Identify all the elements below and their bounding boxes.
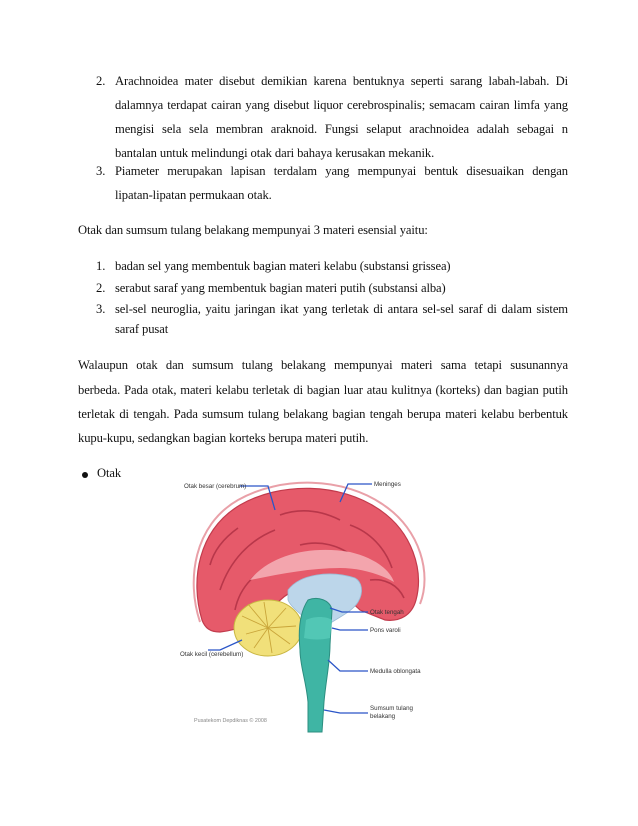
figure-credit: Pusatekom Depdiknas © 2008 [194,718,267,724]
label-pons: Pons varoli [370,627,401,634]
paragraph-line: kupu-kupu, sedangkan bagian korteks berupa materi putih. [78,431,369,445]
label-spinal-cord: Sumsum tulang [370,705,413,712]
list-item-line: bantalan untuk melindungi otak dari bahaya kerusakan mekanik. [115,146,435,160]
list-item-line: lipatan-lipatan permukaan otak. [115,188,272,202]
label-spinal-cord-2: belakang [370,713,396,720]
label-meninges: Meninges [374,481,401,488]
label-medulla: Medulla oblongata [370,668,421,675]
pons-shape [304,617,332,640]
list-number: 2. [96,281,106,295]
paragraph-line: terletak di tengah. Pada sumsum tulang belakang bagian tengah berupa materi kelabu berbentuk [78,407,568,421]
list-number: 3. [96,164,106,178]
brain-diagram [180,470,448,740]
label-midbrain: Otak tengah [370,609,404,616]
list-number: 2. [96,74,106,88]
cerebellum-shape [234,600,302,656]
brain-figure [180,470,448,740]
paragraph-line: berbeda. Pada otak, materi kelabu terletak di bagian luar atau kulitnya (korteks) dan bagian putih [78,383,568,397]
paragraph-line: Walaupun otak dan sumsum tulang belakang mempunyai materi sama tetapi susunannya [78,358,568,372]
list-item-line: mengisi sela sela membran araknoid. Fungsi selaput arachnoidea adalah sebagai n [115,122,568,136]
label-cerebrum: Otak besar (cerebrum) [184,483,247,490]
list-item-line: saraf pusat [115,322,169,336]
list-item-line: badan sel yang membentuk bagian materi kelabu (substansi grissea) [115,259,451,273]
list-item-line: Piameter merupakan lapisan terdalam yang mempunyai bentuk disesuaikan dengan [115,164,568,178]
label-cerebellum: Otak kecil (cerebellum) [180,651,244,658]
list-item-line: dalamnya terdapat cairan yang disebut liquor cerebrospinalis; semacam cairan limfa yang [115,98,568,112]
intro-text: Otak dan sumsum tulang belakang mempunyai 3 materi esensial yaitu: [78,223,428,237]
list-item-line: sel-sel neuroglia, yaitu jaringan ikat yang terletak di antara sel-sel saraf di dalam sistem [115,302,568,316]
bullet-item-text: Otak [97,466,122,480]
list-item-line: serabut saraf yang membentuk bagian materi putih (substansi alba) [115,281,446,295]
list-number: 1. [96,259,106,273]
bullet-icon [82,472,88,478]
list-item-line: Arachnoidea mater disebut demikian karena bentuknya seperti sarang labah-labah. Di [115,74,568,88]
list-number: 3. [96,302,106,316]
